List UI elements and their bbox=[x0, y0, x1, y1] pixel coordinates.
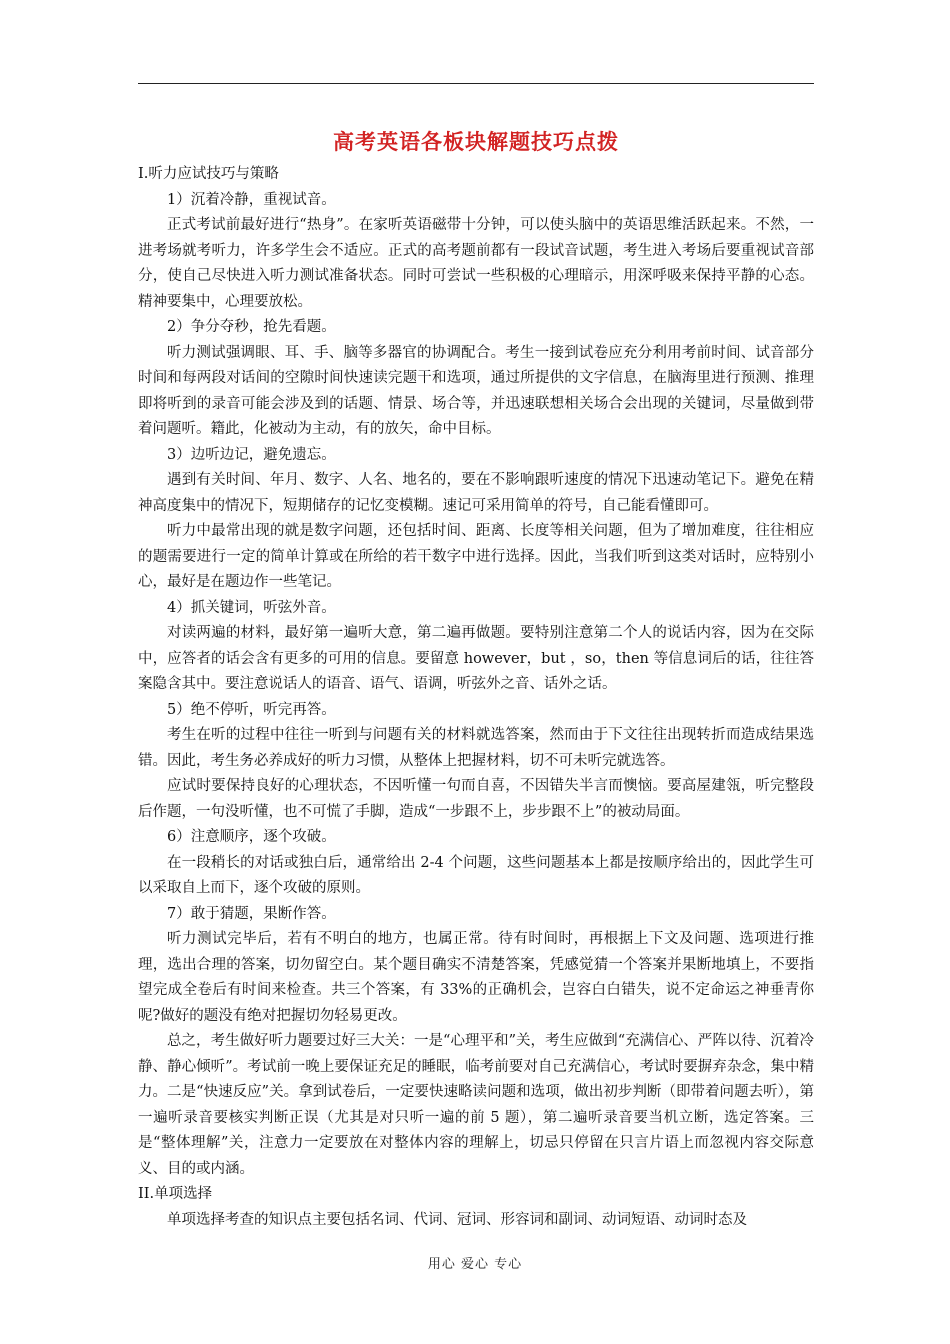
section-heading-listening: I.听力应试技巧与策略 bbox=[138, 166, 279, 182]
tip-heading-5: 5）绝不停听，听完再答。 bbox=[167, 701, 336, 718]
paragraph-3: 遇到有关时间、年月、数字、人名、地名的，要在不影响跟听速度的情况下迅速动笔记下。避免在精神高度集中的情况下，短期储存的记忆变模糊。速记可采用简单的符号，自己能看懂即可。 bbox=[138, 472, 814, 514]
paragraph-8: 在一段稍长的对话或独白后，通常给出 2-4 个问题，这些问题基本上都是按顺序给出的，因此学生可以采取自上而下，逐个攻破的原则。 bbox=[138, 854, 814, 896]
paragraph-7: 应试时要保持良好的心理状态，不因听懂一句而自喜，不因错失半言而懊恼。要高屋建瓴，听完整段后作题，一句没听懂，也不可慌了手脚，造成“一步跟不上，步步跟不上”的被动局面。 bbox=[138, 778, 814, 820]
tip-heading-1: 1）沉着冷静，重视试音。 bbox=[167, 191, 336, 208]
tip-heading-6: 6）注意顺序，逐个攻破。 bbox=[167, 829, 336, 845]
paragraph-9: 听力测试完毕后，若有不明白的地方，也属正常。待有时间时，再根据上下文及问题、选项进行推理，选出合理的答案，切勿留空白。某个题目确实不清楚答案，凭感觉猜一个答案并果断地填上，不要指望完成全卷后有时间来检查。共三个答案，有 33%的正确机会，岂容白白错失，说不定命运之神垂青你呢?做好的题没有绝对把握切勿轻易更改。 bbox=[138, 931, 814, 1024]
tip-heading-7: 7）敢于猜题，果断作答。 bbox=[167, 905, 336, 922]
tip-heading-3: 3）边听边记，避免遗忘。 bbox=[167, 446, 336, 463]
document-title: 高考英语各板块解题技巧点拨 bbox=[333, 129, 619, 154]
paragraph-10: 总之，考生做好听力题要过好三大关：一是“心理平和”关，考生应做到“充满信心、严阵以待、沉着冷静、静心倾听”。考试前一晚上要保证充足的睡眠，临考前要对自己充满信心，考试时要摒弃杂念，集中精力。二是“快速反应”关。拿到试卷后，一定要快速略读问题和选项，做出初步判断（即带着问题去听），第一遍听录音要核实判断正误（尤其是对只听一遍的前 5 题），第二遍听录音要当机立断，选定答案。三是“整体理解”关，注意力一定要放在对整体内容的理解上，切忌只停留在只言片语上而忽视内容交际意义、目的或内涵。 bbox=[138, 1033, 814, 1177]
header-rule bbox=[138, 83, 814, 84]
paragraph-5: 对读两遍的材料，最好第一遍听大意，第二遍再做题。要特别注意第二个人的说话内容，因为在交际中，应答者的话会含有更多的可用的信息。要留意 however，but ，so，then 等信息词后的话，往往答案隐含其中。要注意说话人的语音、语气、语调，听弦外之音、话外之话。 bbox=[138, 625, 814, 692]
paragraph-1: 正式考试前最好进行“热身”。在家听英语磁带十分钟，可以使头脑中的英语思维活跃起来。不然，一进考场就考听力，许多学生会不适应。正式的高考题前都有一段试音试题，考生进入考场后要重视试音部分，使自己尽快进入听力测试准备状态。同时可尝试一些积极的心理暗示，用深呼吸来保持平静的心态。精神要集中，心理要放松。 bbox=[138, 217, 814, 310]
paragraph-2: 听力测试强调眼、耳、手、脑等多器官的协调配合。考生一接到试卷应充分利用考前时间、试音部分时间和每两段对话间的空隙时间快速读完题干和选项，通过所提供的文字信息，在脑海里进行预测、推理即将听到的录音可能会涉及到的话题、情景、场合等，并迅速联想相关场合会出现的关键词，尽量做到带着问题听。籍此，化被动为主动，有的放矢，命中目标。 bbox=[138, 344, 814, 437]
section-heading-single-choice: II.单项选择 bbox=[138, 1186, 213, 1202]
paragraph-4: 听力中最常出现的就是数字问题，还包括时间、距离、长度等相关问题，但为了增加难度，往往相应的题需要进行一定的简单计算或在所给的若干数字中进行选择。因此，当我们听到这类对话时，应特别小心，最好是在题边作一些笔记。 bbox=[138, 523, 814, 590]
page-footer: 用心 爱心 专心 bbox=[427, 1257, 523, 1272]
paragraph-6: 考生在听的过程中往往一听到与问题有关的材料就选答案，然而由于下文往往出现转折而造成结果选错。因此，考生务必养成好的听力习惯，从整体上把握材料，切不可未听完就选答。 bbox=[138, 727, 814, 769]
tip-heading-4: 4）抓关键词，听弦外音。 bbox=[167, 599, 336, 616]
document-body bbox=[138, 118, 814, 1233]
tip-heading-2: 2）争分夺秒，抢先看题。 bbox=[167, 319, 336, 335]
paragraph-11: 单项选择考查的知识点主要包括名词、代词、冠词、形容词和副词、动词短语、动词时态及 bbox=[167, 1211, 747, 1228]
